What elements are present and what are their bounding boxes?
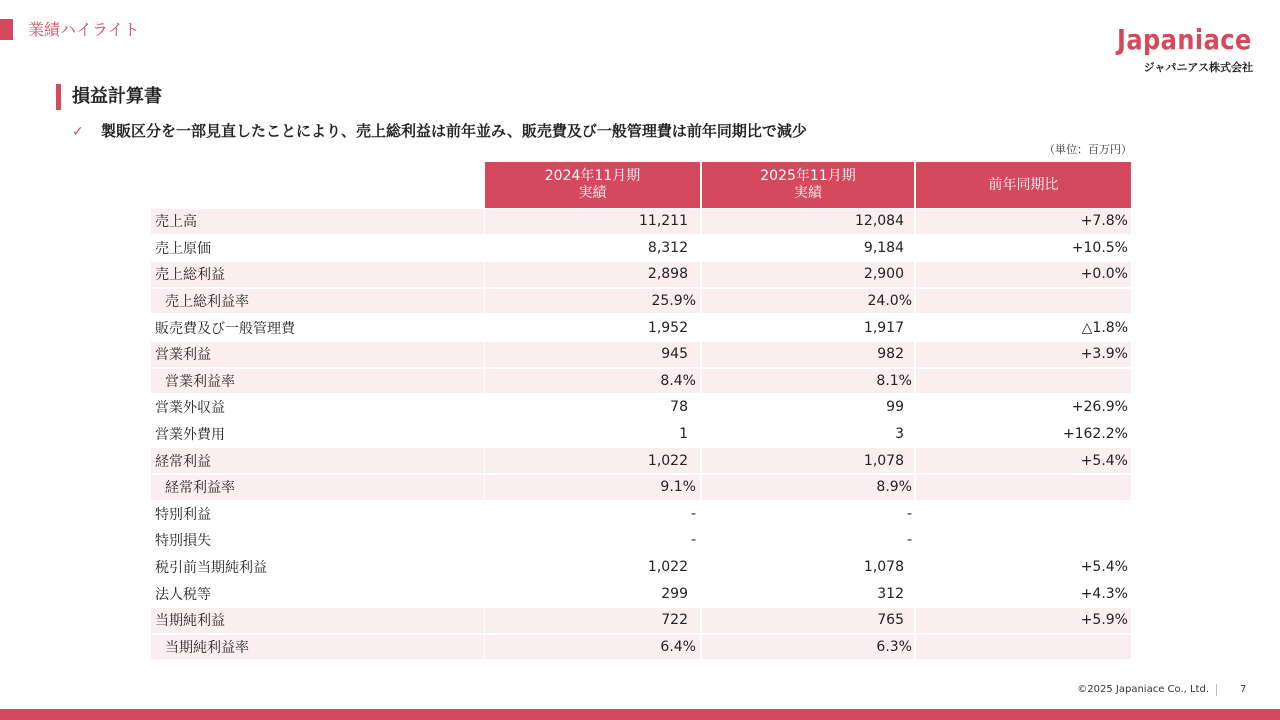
checkmark-icon: ✓ xyxy=(72,124,84,140)
row-label: 営業外費用 xyxy=(155,427,225,444)
row-label: 特別利益 xyxy=(155,506,211,523)
value-2024: 1,952 xyxy=(647,319,688,336)
header-cell-2025 xyxy=(702,162,914,208)
header-2025-type: 実績 xyxy=(794,185,822,201)
table-row xyxy=(151,554,1131,581)
row-label: 売上高 xyxy=(151,209,484,234)
section-marker xyxy=(0,19,13,40)
value-yoy: +5.4% xyxy=(1080,559,1128,576)
value-2025: 8.9% xyxy=(702,475,914,500)
row-label: 売上原価 xyxy=(155,240,211,257)
title-marker xyxy=(56,84,61,110)
value-2024: 78 xyxy=(670,399,688,416)
value-yoy: +5.4% xyxy=(916,448,1131,473)
value-2025: 6.3% xyxy=(702,635,914,660)
table-row xyxy=(151,341,1131,368)
value-2024: 945 xyxy=(485,342,700,367)
row-label: 売上総利益率 xyxy=(151,289,484,314)
table-row xyxy=(151,421,1131,448)
table-row xyxy=(151,474,1131,501)
table-row xyxy=(151,607,1131,634)
value-2024: 1 xyxy=(679,426,688,443)
value-2024: 25.9% xyxy=(485,289,700,314)
value-yoy xyxy=(916,289,1131,314)
table-row xyxy=(151,235,1131,262)
header-2024-type: 実績 xyxy=(578,185,607,201)
value-2025: 765 xyxy=(702,608,914,633)
row-label: 当期純利益率 xyxy=(151,635,484,660)
row-label: 税引前当期純利益 xyxy=(155,560,267,577)
value-2025: 1,078 xyxy=(863,559,904,576)
value-2024: 1,022 xyxy=(647,559,688,576)
row-label: 法人税等 xyxy=(155,586,211,603)
table-header xyxy=(151,162,1131,208)
row-label: 販売費及び一般管理費 xyxy=(155,320,295,337)
value-2024: 11,211 xyxy=(485,209,700,234)
table-row xyxy=(151,394,1131,421)
value-2025: - xyxy=(906,505,912,522)
value-2025: 12,084 xyxy=(702,209,914,234)
table-row xyxy=(151,447,1131,474)
slide-title: 損益計算書 xyxy=(72,86,162,107)
table-row xyxy=(151,208,1131,235)
value-yoy xyxy=(916,635,1131,660)
value-2024: - xyxy=(690,505,696,522)
row-label: 売上総利益 xyxy=(151,262,484,287)
value-yoy: +0.0% xyxy=(916,262,1131,287)
value-yoy xyxy=(916,502,1131,527)
value-yoy: +5.9% xyxy=(916,608,1131,633)
value-2025: 99 xyxy=(886,399,904,416)
value-yoy: +10.5% xyxy=(1071,239,1128,256)
bottom-band xyxy=(0,709,1280,720)
row-label: 営業利益率 xyxy=(151,369,484,394)
value-yoy: +26.9% xyxy=(1071,399,1128,416)
value-2024: - xyxy=(690,532,696,549)
table-row xyxy=(151,501,1131,528)
row-label: 営業利益 xyxy=(151,342,484,367)
row-label: 経常利益率 xyxy=(151,475,484,500)
value-yoy: +4.3% xyxy=(1080,585,1128,602)
value-yoy: +7.8% xyxy=(916,209,1131,234)
value-2025: - xyxy=(906,532,912,549)
income-statement-table xyxy=(151,162,1131,660)
header-2025-period: 2025年11月期 xyxy=(760,168,856,184)
value-2025: 8.1% xyxy=(702,369,914,394)
row-label: 当期純利益 xyxy=(151,608,484,633)
footer-divider xyxy=(1216,684,1217,696)
bullet-text: 製販区分を一部見直したことにより、売上総利益は前年並み、販売費及び一般管理費は前年同期比で減少 xyxy=(101,122,807,140)
copyright: ©2025 Japaniace Co., Ltd. xyxy=(1077,684,1209,695)
value-2025: 982 xyxy=(702,342,914,367)
header-cell-2024 xyxy=(485,162,700,208)
value-yoy: +162.2% xyxy=(1062,426,1128,443)
value-2025: 312 xyxy=(877,585,904,602)
value-2024: 1,022 xyxy=(485,448,700,473)
row-label: 特別損失 xyxy=(155,533,211,550)
value-2024: 8,312 xyxy=(647,239,688,256)
section-label: 業績ハイライト xyxy=(28,20,140,39)
value-2025: 24.0% xyxy=(702,289,914,314)
header-cell-yoy xyxy=(916,162,1131,208)
table-row xyxy=(151,580,1131,607)
value-2025: 2,900 xyxy=(702,262,914,287)
page-number: 7 xyxy=(1240,684,1247,695)
value-2024: 6.4% xyxy=(485,635,700,660)
value-yoy xyxy=(916,528,1131,553)
table-row xyxy=(151,634,1131,661)
value-2024: 722 xyxy=(485,608,700,633)
value-2025: 1,078 xyxy=(702,448,914,473)
value-yoy xyxy=(916,475,1131,500)
value-2025: 9,184 xyxy=(863,239,904,256)
value-2024: 299 xyxy=(661,585,688,602)
value-2024: 2,898 xyxy=(485,262,700,287)
table-row xyxy=(151,261,1131,288)
table-row xyxy=(151,288,1131,315)
value-2024: 8.4% xyxy=(485,369,700,394)
table-row xyxy=(151,368,1131,395)
value-yoy xyxy=(916,369,1131,394)
company-name: ジャパニアス株式会社 xyxy=(1143,61,1253,74)
value-yoy: +3.9% xyxy=(916,342,1131,367)
company-logo: Japaniace xyxy=(1117,23,1252,56)
table-row xyxy=(151,314,1131,341)
value-yoy: △1.8% xyxy=(1081,319,1128,336)
table-row xyxy=(151,527,1131,554)
row-label: 経常利益 xyxy=(151,448,484,473)
header-2024-period: 2024年11月期 xyxy=(544,168,641,184)
unit-note: （単位：百万円） xyxy=(1044,143,1132,156)
value-2025: 3 xyxy=(895,426,904,443)
row-label: 営業外収益 xyxy=(155,400,225,417)
value-2024: 9.1% xyxy=(485,475,700,500)
header-yoy: 前年同期比 xyxy=(988,176,1059,193)
value-2025: 1,917 xyxy=(863,319,904,336)
